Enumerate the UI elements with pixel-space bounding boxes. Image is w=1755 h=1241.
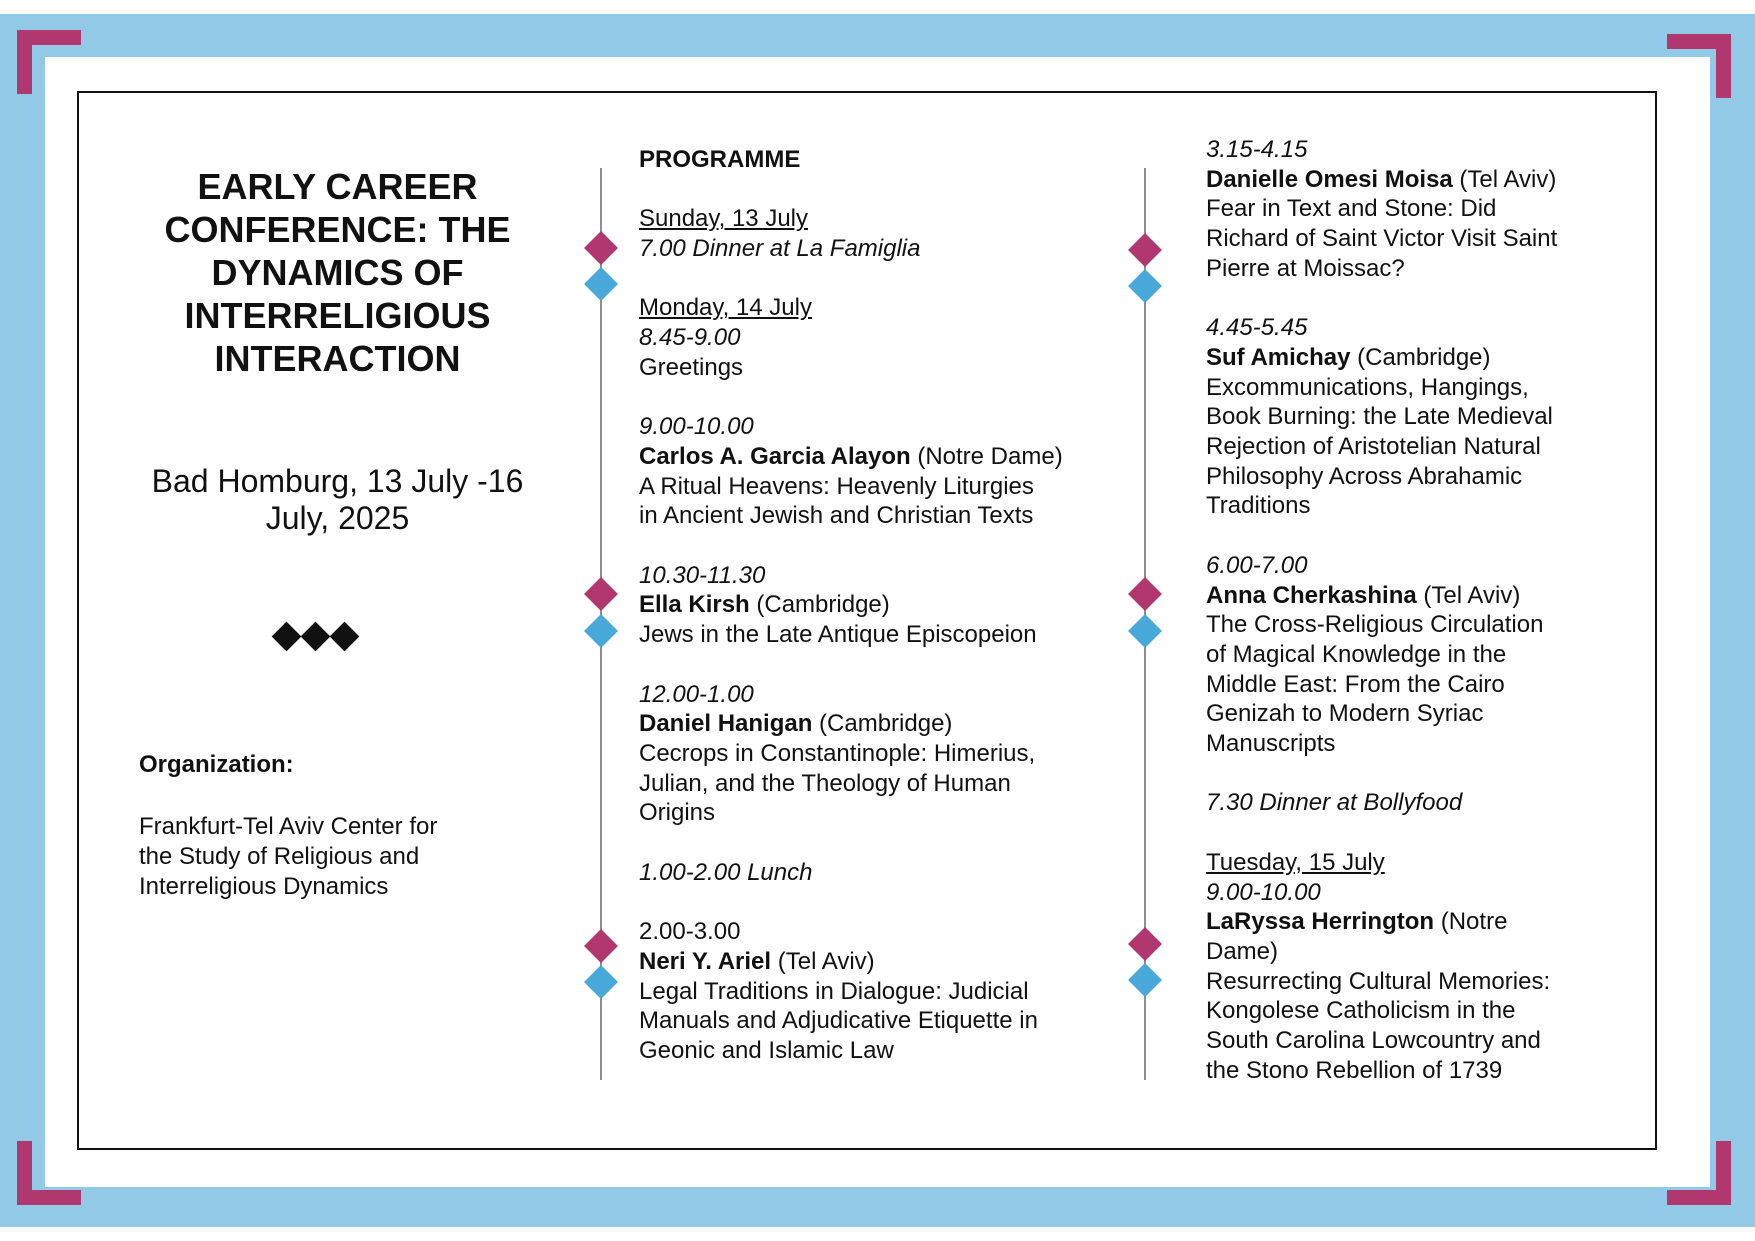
- spacer: [639, 531, 1063, 561]
- speaker-name: Ella Kirsh: [639, 591, 750, 619]
- programme-text: [639, 472, 1063, 502]
- speaker-line: [639, 442, 1063, 472]
- line-text: Origins: [639, 799, 716, 827]
- line-text: 2.00-3.00: [639, 918, 741, 946]
- time-slot: [1206, 551, 1557, 581]
- spacer: [639, 175, 1063, 205]
- programme-text: [1206, 462, 1557, 492]
- programme-heading: PROGRAMME: [639, 146, 801, 173]
- line-text: Book Burning: the Late Medieval: [1206, 403, 1553, 431]
- line-text: Cecrops in Constantinople: Himerius,: [639, 739, 1036, 767]
- programme-text: [639, 501, 1063, 531]
- line-text: South Carolina Lowcountry and: [1206, 1027, 1541, 1055]
- speaker-line: [1206, 581, 1557, 611]
- line-text: Kongolese Catholicism in the: [1206, 997, 1516, 1025]
- programme-text: [1206, 937, 1557, 967]
- speaker-name: Daniel Hanigan: [639, 710, 813, 738]
- diamond-icon: [272, 622, 302, 652]
- programme-text: [639, 917, 1063, 947]
- line-text: in Ancient Jewish and Christian Texts: [639, 502, 1034, 530]
- speaker-line: [1206, 165, 1557, 195]
- spacer: [639, 887, 1063, 917]
- place-line: July, 2025: [265, 500, 410, 536]
- programme-text: [1206, 996, 1557, 1026]
- programme-text: [639, 353, 1063, 383]
- line-text: Pierre at Moissac?: [1206, 254, 1405, 282]
- title-line: CONFERENCE: THE: [164, 209, 511, 250]
- speaker-line: [1206, 907, 1557, 937]
- organization-label: Organization:: [139, 751, 294, 778]
- title-line: EARLY CAREER: [197, 166, 478, 207]
- programme-text: [639, 769, 1063, 799]
- line-text: Julian, and the Theology of Human: [639, 769, 1011, 797]
- time-slot: [639, 561, 1063, 591]
- line-text: Dame): [1206, 937, 1279, 965]
- conference-title: [130, 165, 545, 380]
- organization-line: the Study of Religious and: [139, 843, 420, 870]
- line-text: Resurrecting Cultural Memories:: [1206, 967, 1551, 995]
- programme-text: [1206, 1026, 1557, 1056]
- line-text: Middle East: From the Cairo: [1206, 670, 1505, 698]
- programme-text: [1206, 254, 1557, 284]
- spacer: [639, 383, 1063, 413]
- spacer: [639, 828, 1063, 858]
- programme-text: [1206, 729, 1557, 759]
- spacer: [1206, 521, 1557, 551]
- programme-column-1: [639, 145, 1063, 1066]
- line-text: 4.45-5.45: [1206, 314, 1308, 342]
- line-text: 9.00-10.00: [1206, 878, 1321, 906]
- title-line: DYNAMICS OF: [211, 252, 464, 293]
- line-text: Traditions: [1206, 492, 1311, 520]
- programme-text: [1206, 967, 1557, 997]
- programme-text: [639, 1036, 1063, 1066]
- time-slot: [639, 234, 1063, 264]
- speaker-name: Neri Y. Ariel: [639, 947, 772, 975]
- line-text: 10.30-11.30: [639, 561, 766, 589]
- programme-text: [1206, 640, 1557, 670]
- programme-text: [639, 620, 1063, 650]
- programme-text: [1206, 373, 1557, 403]
- line-text: of Magical Knowledge in the: [1206, 640, 1507, 668]
- line-text: Monday, 14 July: [639, 294, 812, 322]
- spacer: [639, 264, 1063, 294]
- speaker-name: Anna Cherkashina: [1206, 581, 1417, 609]
- speaker-affiliation: (Notre: [1434, 908, 1508, 936]
- speaker-name: Danielle Omesi Moisa: [1206, 165, 1453, 193]
- day-heading: [639, 293, 1063, 323]
- time-slot: [1206, 788, 1557, 818]
- programme-text: [1206, 432, 1557, 462]
- speaker-line: [639, 590, 1063, 620]
- line-text: 1.00-2.00 Lunch: [639, 858, 813, 886]
- programme-text: [1206, 699, 1557, 729]
- speaker-affiliation: (Tel Aviv): [1452, 165, 1557, 193]
- speaker-line: [639, 947, 1063, 977]
- line-text: Fear in Text and Stone: Did: [1206, 195, 1497, 223]
- line-text: 9.00-10.00: [639, 413, 754, 441]
- decorative-diamonds: [272, 622, 362, 654]
- place-line: Bad Homburg, 13 July -16: [151, 463, 524, 499]
- line-text: the Stono Rebellion of 1739: [1206, 1056, 1503, 1084]
- bottom-margin: [0, 1227, 1755, 1241]
- day-heading: [639, 204, 1063, 234]
- day-heading: [1206, 848, 1557, 878]
- line-text: Philosophy Across Abrahamic: [1206, 462, 1523, 490]
- line-text: Manuals and Adjudicative Etiquette in: [639, 1007, 1038, 1035]
- diamond-icon: [301, 622, 331, 652]
- line-text: 8.45-9.00: [639, 324, 741, 352]
- programme-text: [639, 1006, 1063, 1036]
- line-text: Legal Traditions in Dialogue: Judicial: [639, 977, 1029, 1005]
- spacer: [1206, 818, 1557, 848]
- line-text: Richard of Saint Victor Visit Saint: [1206, 225, 1558, 253]
- line-text: Greetings: [639, 353, 744, 381]
- speaker-affiliation: (Cambridge): [749, 591, 890, 619]
- line-text: Manuscripts: [1206, 730, 1336, 758]
- time-slot: [639, 323, 1063, 353]
- corner-bracket-bottom-left: [17, 1141, 81, 1205]
- programme-text: [1206, 670, 1557, 700]
- speaker-affiliation: (Tel Aviv): [1416, 581, 1521, 609]
- line-text: Geonic and Islamic Law: [639, 1036, 894, 1064]
- spacer: [639, 650, 1063, 680]
- time-slot: [639, 858, 1063, 888]
- programme-text: [1206, 610, 1557, 640]
- line-text: The Cross-Religious Circulation: [1206, 611, 1544, 639]
- spacer: [1206, 284, 1557, 314]
- programme-text: [639, 977, 1063, 1007]
- speaker-line: [1206, 343, 1557, 373]
- time-slot: [639, 412, 1063, 442]
- programme-text: [1206, 402, 1557, 432]
- time-slot: [639, 680, 1063, 710]
- programme-text: [1206, 1056, 1557, 1086]
- speaker-name: LaRyssa Herrington: [1206, 908, 1435, 936]
- programme-text: [1206, 491, 1557, 521]
- speaker-affiliation: (Notre Dame): [910, 442, 1063, 470]
- line-text: Excommunications, Hangings,: [1206, 373, 1529, 401]
- line-text: 3.15-4.15: [1206, 136, 1308, 163]
- spacer: [1206, 759, 1557, 789]
- top-margin: [0, 0, 1755, 14]
- speaker-affiliation: (Cambridge): [1350, 343, 1491, 371]
- programme-text: [1206, 224, 1557, 254]
- location-date: [120, 463, 555, 537]
- speaker-affiliation: (Cambridge): [812, 710, 953, 738]
- speaker-line: [639, 709, 1063, 739]
- title-line: INTERRELIGIOUS: [184, 295, 491, 336]
- line-text: Tuesday, 15 July: [1206, 848, 1385, 876]
- programme-text: [1206, 194, 1557, 224]
- line-text: 7.00 Dinner at La Famiglia: [639, 235, 921, 263]
- title-line: INTERACTION: [214, 338, 461, 379]
- time-slot: [1206, 878, 1557, 908]
- line-text: Jews in the Late Antique Episcopeion: [639, 621, 1037, 649]
- diamond-icon: [330, 622, 360, 652]
- line-text: 7.30 Dinner at Bollyfood: [1206, 789, 1463, 817]
- organization-line: Frankfurt-Tel Aviv Center for: [139, 813, 438, 840]
- time-slot: [1206, 313, 1557, 343]
- speaker-affiliation: (Tel Aviv): [771, 947, 875, 975]
- line-text: Rejection of Aristotelian Natural: [1206, 433, 1541, 461]
- corner-bracket-top-left: [17, 30, 81, 94]
- programme-text: [639, 739, 1063, 769]
- corner-bracket-bottom-right: [1667, 1141, 1731, 1205]
- line-text: Sunday, 13 July: [639, 205, 808, 233]
- programme-column-2: [1206, 135, 1557, 1085]
- line-text: A Ritual Heavens: Heavenly Liturgies: [639, 472, 1034, 500]
- line-text: Genizah to Modern Syriac: [1206, 700, 1484, 728]
- speaker-name: Suf Amichay: [1206, 343, 1351, 371]
- line-text: 6.00-7.00: [1206, 551, 1308, 579]
- organization-line: Interreligious Dynamics: [139, 873, 389, 900]
- speaker-name: Carlos A. Garcia Alayon: [639, 442, 911, 470]
- line-text: 12.00-1.00: [639, 680, 754, 708]
- time-slot: [1206, 135, 1557, 165]
- programme-text: [639, 798, 1063, 828]
- organization-text: [139, 812, 519, 902]
- corner-bracket-top-right: [1667, 34, 1731, 98]
